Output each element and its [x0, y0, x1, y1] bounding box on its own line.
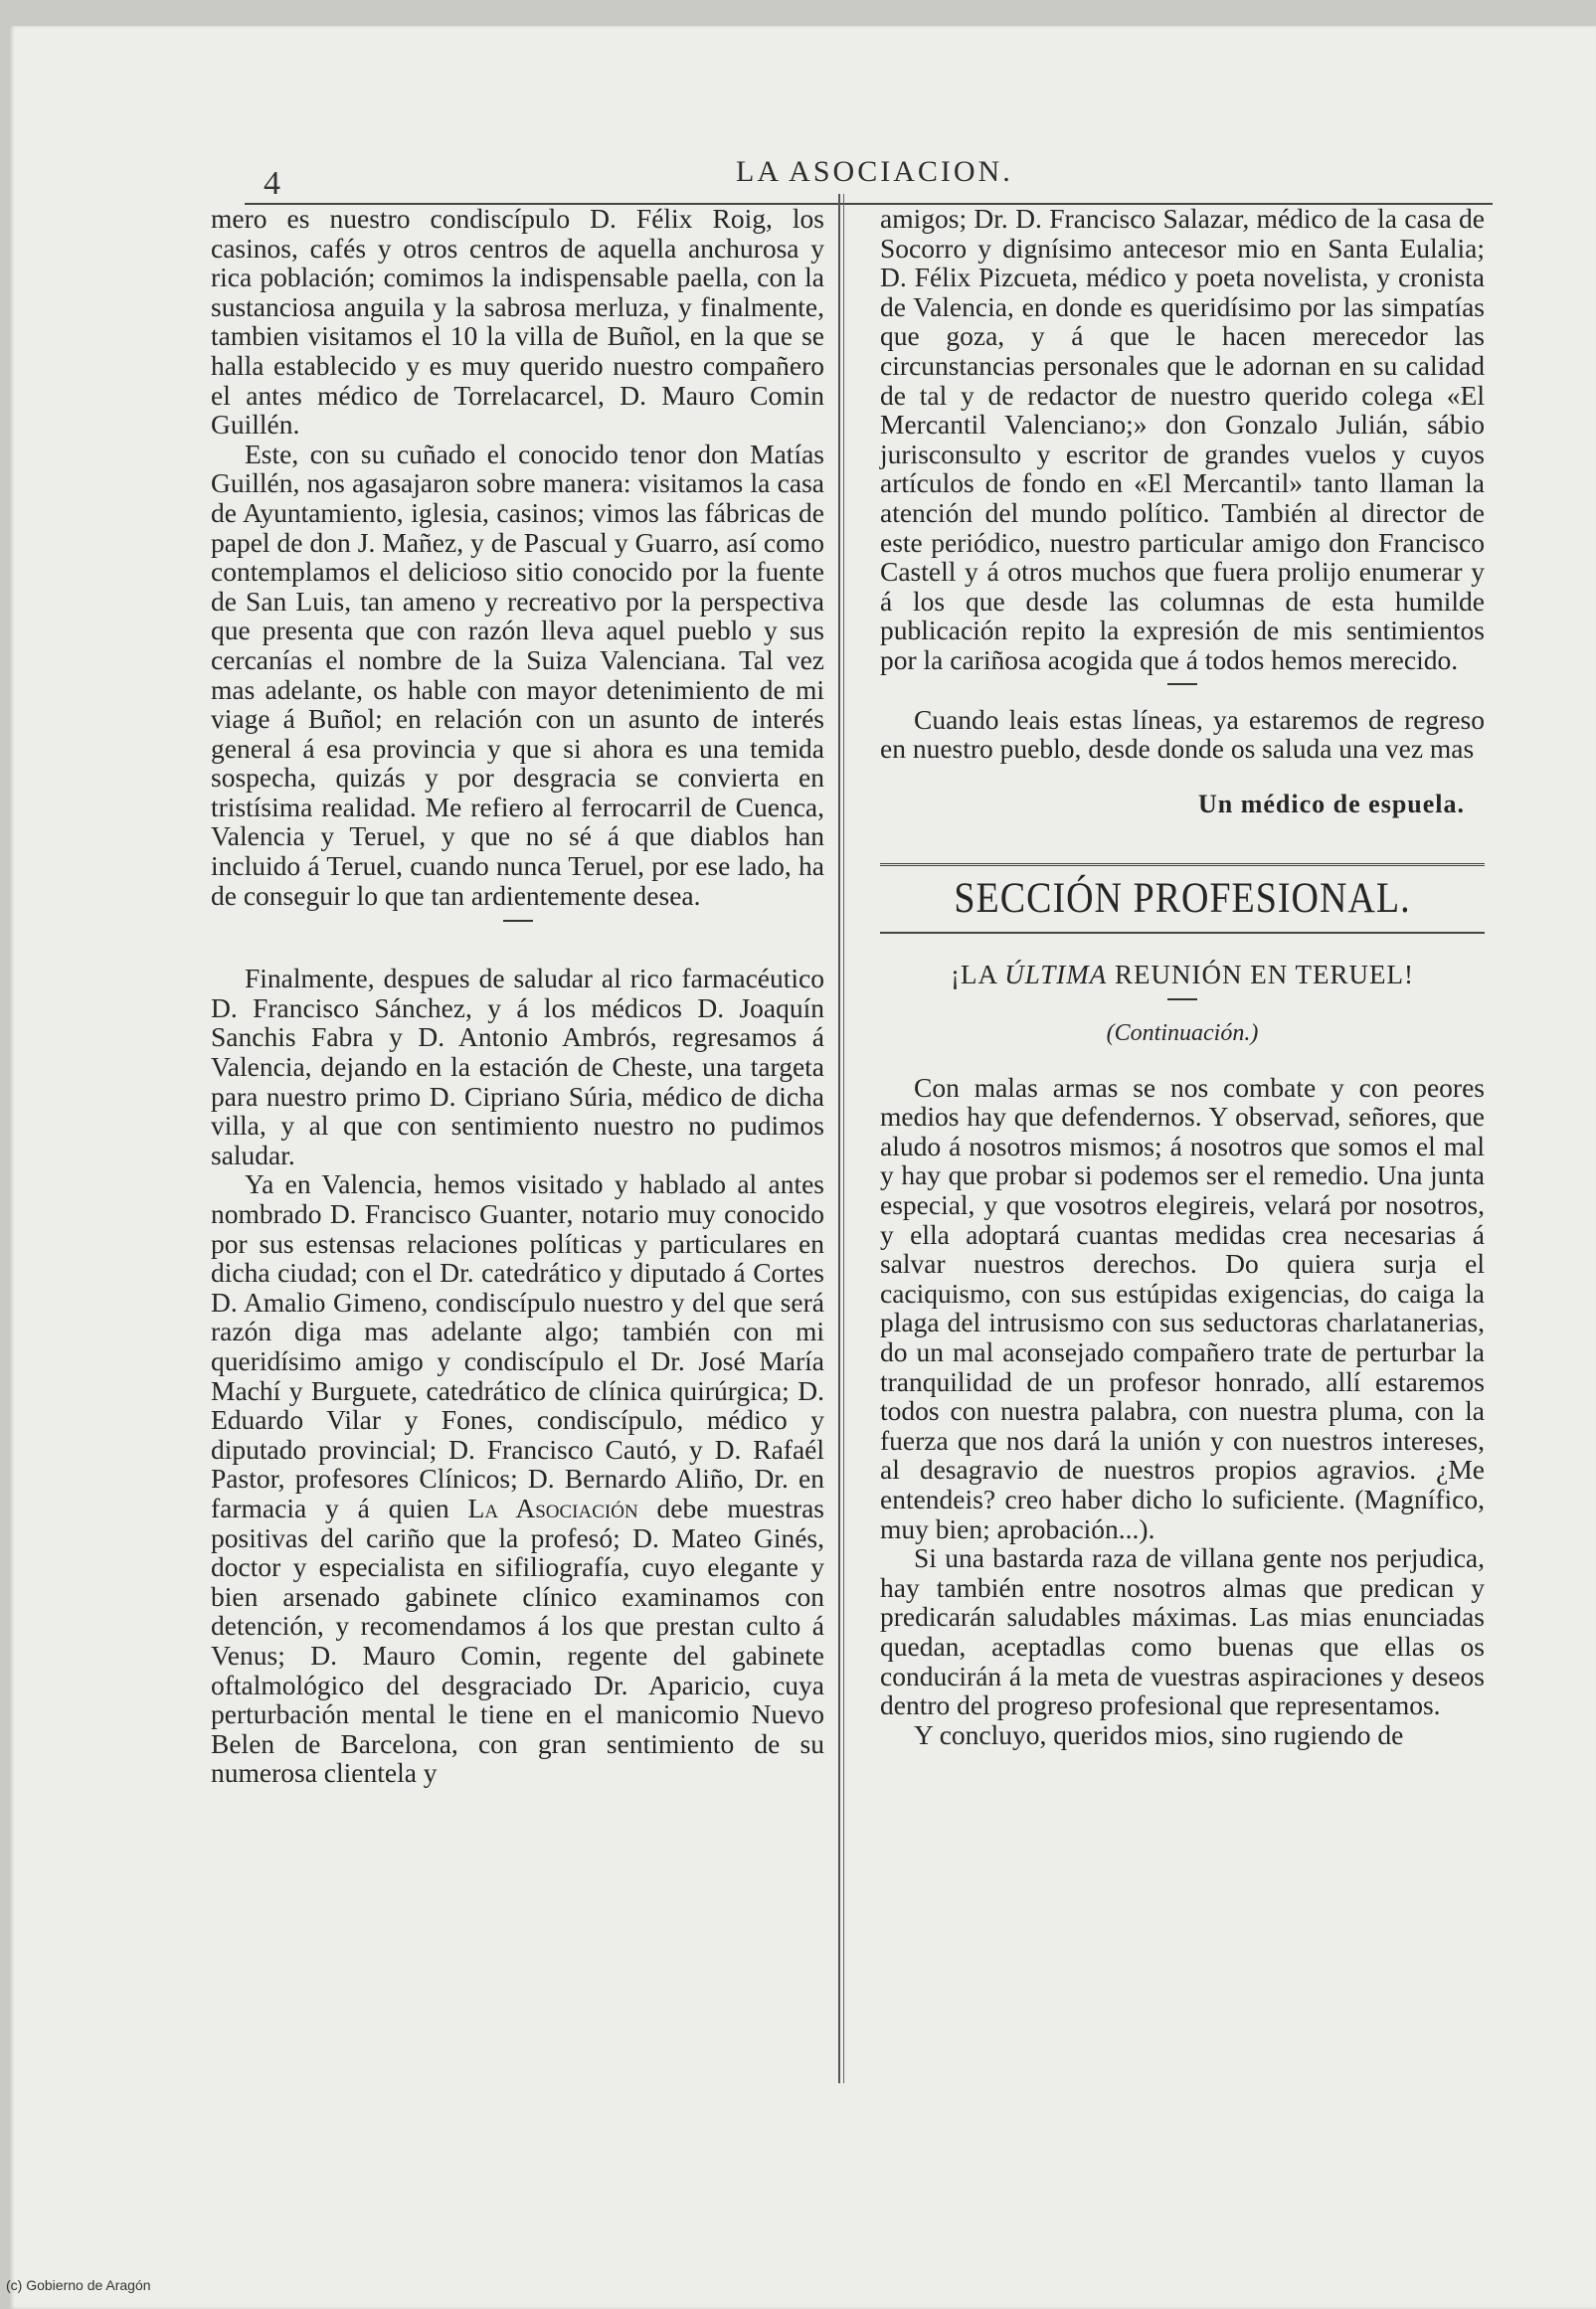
paragraph: Cuando leais estas líneas, ya estaremos de regreso en nuestro pueblo, desde donde os saluda una vez mas	[880, 703, 1485, 765]
column-divider	[838, 194, 840, 2083]
publication-name: La Asociación	[467, 1492, 638, 1523]
article-title-part: REUNIÓN EN TERUEL!	[1115, 959, 1414, 989]
copyright-credit: (c) Gobierno de Aragón	[6, 2277, 151, 2293]
right-column	[880, 204, 1485, 1749]
paragraph	[211, 1169, 824, 1787]
paragraph: amigos; Dr. D. Francisco Salazar, médico de la casa de Socorro y dignísimo antecesor mio en Santa Eulalia; D. Félix Pizcueta, médico y poeta novelista, y cronista de Valencia, en donde es queridísimo por las simpatías que goza, y á que le hacen merecedor las circunstancias personales que le adornan en su calidad de tal y de redactor de nuestro querido colega «El Mercantil Valenciano;» don Gonzalo Julián, sábio jurisconsulto y escritor de grandes vuelos y cuyos artículos de fondo en «El Mercantil» tanto llaman la atención del mundo político. También al director de este periódico, nuestro particular amigo don Francisco Castell y á otros muchos que fuera prolijo enumerar y á los que desde las columnas de esta humilde publicación repito la expresión de mis sentimientos por la cariñosa acogida que á todos hemos merecido.	[880, 203, 1485, 675]
page-number: 4	[264, 165, 280, 202]
separator-dash	[1167, 683, 1197, 685]
running-title: LA ASOCIACION.	[736, 155, 1013, 188]
section-title: SECCIÓN PROFESIONAL.	[954, 873, 1411, 922]
signature: Un médico de espuela.	[1198, 789, 1465, 818]
article-title-part: ¡LA	[951, 959, 997, 989]
page-header	[10, 26, 1596, 205]
paragraph: Este, con su cuñado el conocido tenor don Matías Guillén, nos agasajaron sobre manera: visitamos la casa de Ayuntamiento, iglesia, casinos; vimos las fábricas de papel de don J. Mañez, y de Pascual y Guarro, así como contemplamos el delicioso sitio conocido por la fuente de San Luis, tan ameno y recreativo por la perspectiva que presenta que con razón lleva aquel pueblo y sus cercanías el nombre de la Suiza Valenciana. Tal vez mas adelante, os hable con mayor detenimiento de mi viage á Buñol; en relación con un asunto de interés general á esa provincia y que si ahora es una temida sospecha, quizás y por desgracia se convierta en tristísima realidad. Me refiero al ferrocarril de Cuenca, Valencia y Teruel, y que no sé á que diablos han incluido á Teruel, cuando nunca Teruel, por ese lado, ha de conseguir lo que tan ardientemente desea.	[211, 438, 824, 911]
paragraph: Con malas armas se nos combate y con peores medios hay que defendernos. Y observad, señores, que aludo á nosotros mismos; á nosotros que somos el mal y hay que probar si podemos ser el remedio. Una junta especial, y que vosotros elegireis, velará por nosotros, y ella adoptará cuantas medidas crea necesarias á salvar nuestros derechos. Do quiera surja el caciquismo, con sus estúpidas exigencias, do caiga la plaga del intrusismo con sus seductoras charlatanerias, do un mal aconsejado compañero trate de perturbar la tranquilidad de un profesor honrado, allí estaremos todos con nuestra palabra, con nuestra pluma, con la fuerza que nos dará la unión y con nuestros intereses, al desagravio de nuestros propios agravios. ¿Me entendeis? creo haber dicho lo suficiente. (Magnífico, muy bien; aprobación...).	[880, 1071, 1485, 1544]
separator-dash	[503, 920, 533, 922]
continuation-note: (Continuación.)	[1106, 1019, 1259, 1046]
separator-dash	[1167, 998, 1197, 1000]
paragraph: Y concluyo, queridos mios, sino rugiendo de	[914, 1718, 1404, 1750]
paragraph-part: Ya en Valencia, hemos visitado y hablado al antes nombrado D. Francisco Guanter, notario muy conocido por sus estensas relaciones políticas y particulares en dicha ciudad; con el Dr. catedrático y diputado á Cortes D. Amalio Gimeno, condiscípulo nuestro y del que será razón diga mas adelante algo; también con mi queridísimo amigo y condiscípulo el Dr. José María Machí y Burguete, catedrático de clínica quirúrgica; D. Eduardo Vilar y Fones, condiscípulo, médico y diputado provincial; D. Francisco Cautó, y D. Rafaél Pastor, profesores Clínicos; D. Bernardo Aliño, Dr. en farmacia y á quien	[211, 1168, 824, 1523]
column-divider	[843, 194, 844, 2083]
paragraph-part: debe muestras positivas del cariño que la profesó; D. Mateo Ginés, doctor y especialista en sifiliografía, cuyo elegante y bien arsenado gabinete clínico examinamos con detención, y recomendamos á los que prestan culto á Venus; D. Mauro Comin, regente del gabinete oftalmológico del desgraciado Dr. Aparicio, cuya perturbación mental le tiene en el manicomio Nuevo Belen de Barcelona, con gran sentimiento de su numerosa clientela y	[211, 1492, 824, 1789]
paragraph: Finalmente, despues de saludar al rico farmacéutico D. Francisco Sánchez, y á los médicos D. Joaquín Sanchis Fabra y D. Antonio Ambrós, regresamos á Valencia, dejando en la estación de Cheste, una targeta para nuestro primo D. Cipriano Súria, médico de dicha villa, y al que con sentimiento nuestro no pudimos saludar.	[211, 963, 824, 1170]
article-title	[880, 960, 1485, 990]
section-rule	[880, 932, 1485, 934]
paragraph: Si una bastarda raza de villana gente nos perjudica, hay también entre nosotros almas que predican y predicarán saludables máximas. Las mias enunciadas quedan, aceptadlas como buenas que ellas os conducirán á la meta de vuestras aspiraciones y deseos dentro del progreso profesional que representamos.	[880, 1542, 1485, 1721]
paragraph: mero es nuestro condiscípulo D. Félix Roig, los casinos, cafés y otros centros de aquella anchurosa y rica población; comimos la indispensable paella, con la sustanciosa anguila y la sabrosa merluza, y finalmente, tambien visitamos el 10 la villa de Buñol, en la que se halla establecido y es muy querido nuestro compañero el antes médico de Torrelacarcel, D. Mauro Comin Guillén.	[211, 203, 824, 441]
article-title-italic: ÚLTIMA	[1004, 959, 1108, 989]
section-rule	[880, 863, 1485, 866]
left-column	[211, 204, 824, 1788]
